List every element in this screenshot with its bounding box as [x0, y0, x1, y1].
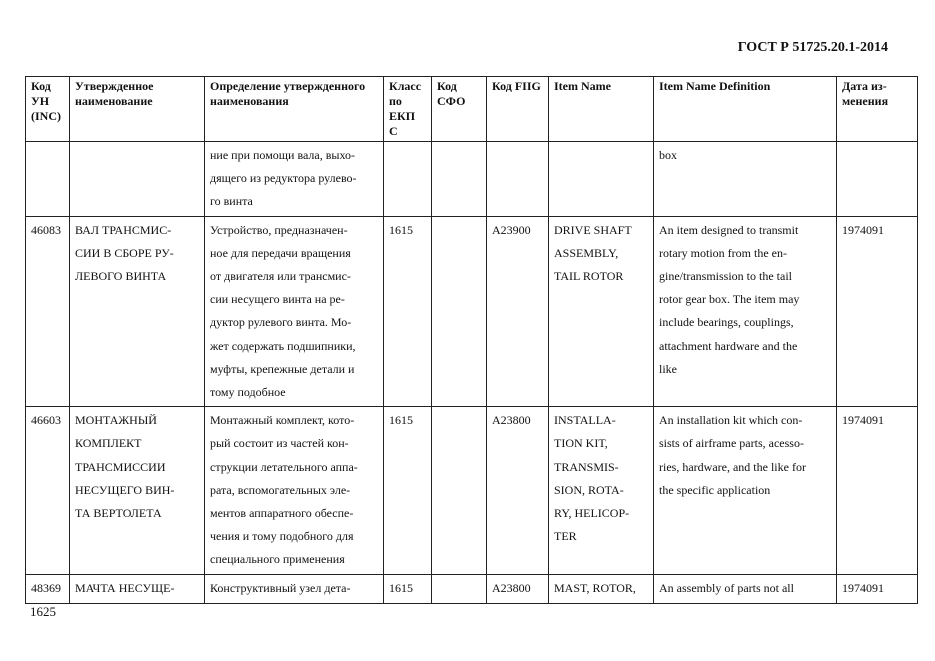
cell-approved-name: МАЧТА НЕСУЩЕ-: [70, 574, 205, 603]
table-row: [26, 574, 918, 603]
cell-item-definition: An assembly of parts not all: [654, 574, 837, 603]
cell-sfo: [432, 574, 487, 603]
header-fiig-code: Код FIIG: [487, 77, 549, 142]
cell-approved-name: МОНТАЖНЫЙ КОМПЛЕКТ ТРАНСМИССИИ НЕСУЩЕГО ВИН- ТА ВЕРТОЛЕТА: [70, 407, 205, 574]
cell-definition: Устройство, предназначен- ное для передачи вращения от двигателя или трансмис- сии несущего винта на ре- дуктор рулевого винта. Мо- жет содержать подшипники, муфты, крепежные детали и тому подобное: [205, 216, 384, 407]
header-item-name-definition: Item Name Definition: [654, 77, 837, 142]
table-row: [26, 216, 918, 407]
header-name-definition: Определение утвержденного наименования: [205, 77, 384, 142]
table-header-row: [26, 77, 918, 142]
cell-item-name: DRIVE SHAFT ASSEMBLY, TAIL ROTOR: [549, 216, 654, 407]
header-approved-name: Утвержденное наименование: [70, 77, 205, 142]
cell-definition: Конструктивный узел дета-: [205, 574, 384, 603]
document-standard-title: ГОСТ Р 51725.20.1-2014: [737, 40, 888, 55]
header-sfo-code: Код СФО: [432, 77, 487, 142]
cell-item-name: INSTALLA- TION KIT, TRANSMIS- SION, ROTA- RY, HELICOP- TER: [549, 407, 654, 574]
header-change-date: Дата из- менения: [837, 77, 918, 142]
cell-fiig: A23800: [487, 407, 549, 574]
cell-item-definition: box: [654, 142, 837, 217]
cell-class: 1615: [384, 407, 432, 574]
cell-change-date: 1974091: [837, 407, 918, 574]
table-row: [26, 142, 918, 217]
cell-approved-name: [70, 142, 205, 217]
cell-inc: 46603: [26, 407, 70, 574]
header-inc-code: Код УН (INC): [26, 77, 70, 142]
cell-item-definition: An installation kit which con- sists of airframe parts, acesso- ries, hardware, and the like for the specific application: [654, 407, 837, 574]
cell-sfo: [432, 407, 487, 574]
cell-item-name: MAST, ROTOR,: [549, 574, 654, 603]
cell-sfo: [432, 216, 487, 407]
cell-item-name: [549, 142, 654, 217]
cell-class: 1615: [384, 574, 432, 603]
cell-inc: 46083: [26, 216, 70, 407]
cell-item-definition: An item designed to transmit rotary motion from the en- gine/transmission to the tail rotor gear box. The item may include bearings, couplings, attachment hardware and the like: [654, 216, 837, 407]
cell-inc: 48369: [26, 574, 70, 603]
cell-class: 1615: [384, 216, 432, 407]
header-class: Класс по ЕКП С: [384, 77, 432, 142]
cell-definition: ние при помощи вала, выхо- дящего из редуктора рулево- го винта: [205, 142, 384, 217]
cell-sfo: [432, 142, 487, 217]
cell-definition: Монтажный комплект, кото- рый состоит из частей кон- струкции летательного аппа- рата, вспомогательных эле- ментов аппаратного обеспе- чения и тому подобного для специального применения: [205, 407, 384, 574]
cell-inc: [26, 142, 70, 217]
items-table: [25, 76, 918, 604]
page-number: 1625: [30, 604, 56, 619]
cell-fiig: A23800: [487, 574, 549, 603]
table-row: [26, 407, 918, 574]
cell-change-date: 1974091: [837, 216, 918, 407]
cell-change-date: [837, 142, 918, 217]
cell-fiig: A23900: [487, 216, 549, 407]
cell-approved-name: ВАЛ ТРАНСМИС- СИИ В СБОРЕ РУ- ЛЕВОГО ВИНТА: [70, 216, 205, 407]
cell-fiig: [487, 142, 549, 217]
cell-class: [384, 142, 432, 217]
header-item-name: Item Name: [549, 77, 654, 142]
cell-change-date: 1974091: [837, 574, 918, 603]
